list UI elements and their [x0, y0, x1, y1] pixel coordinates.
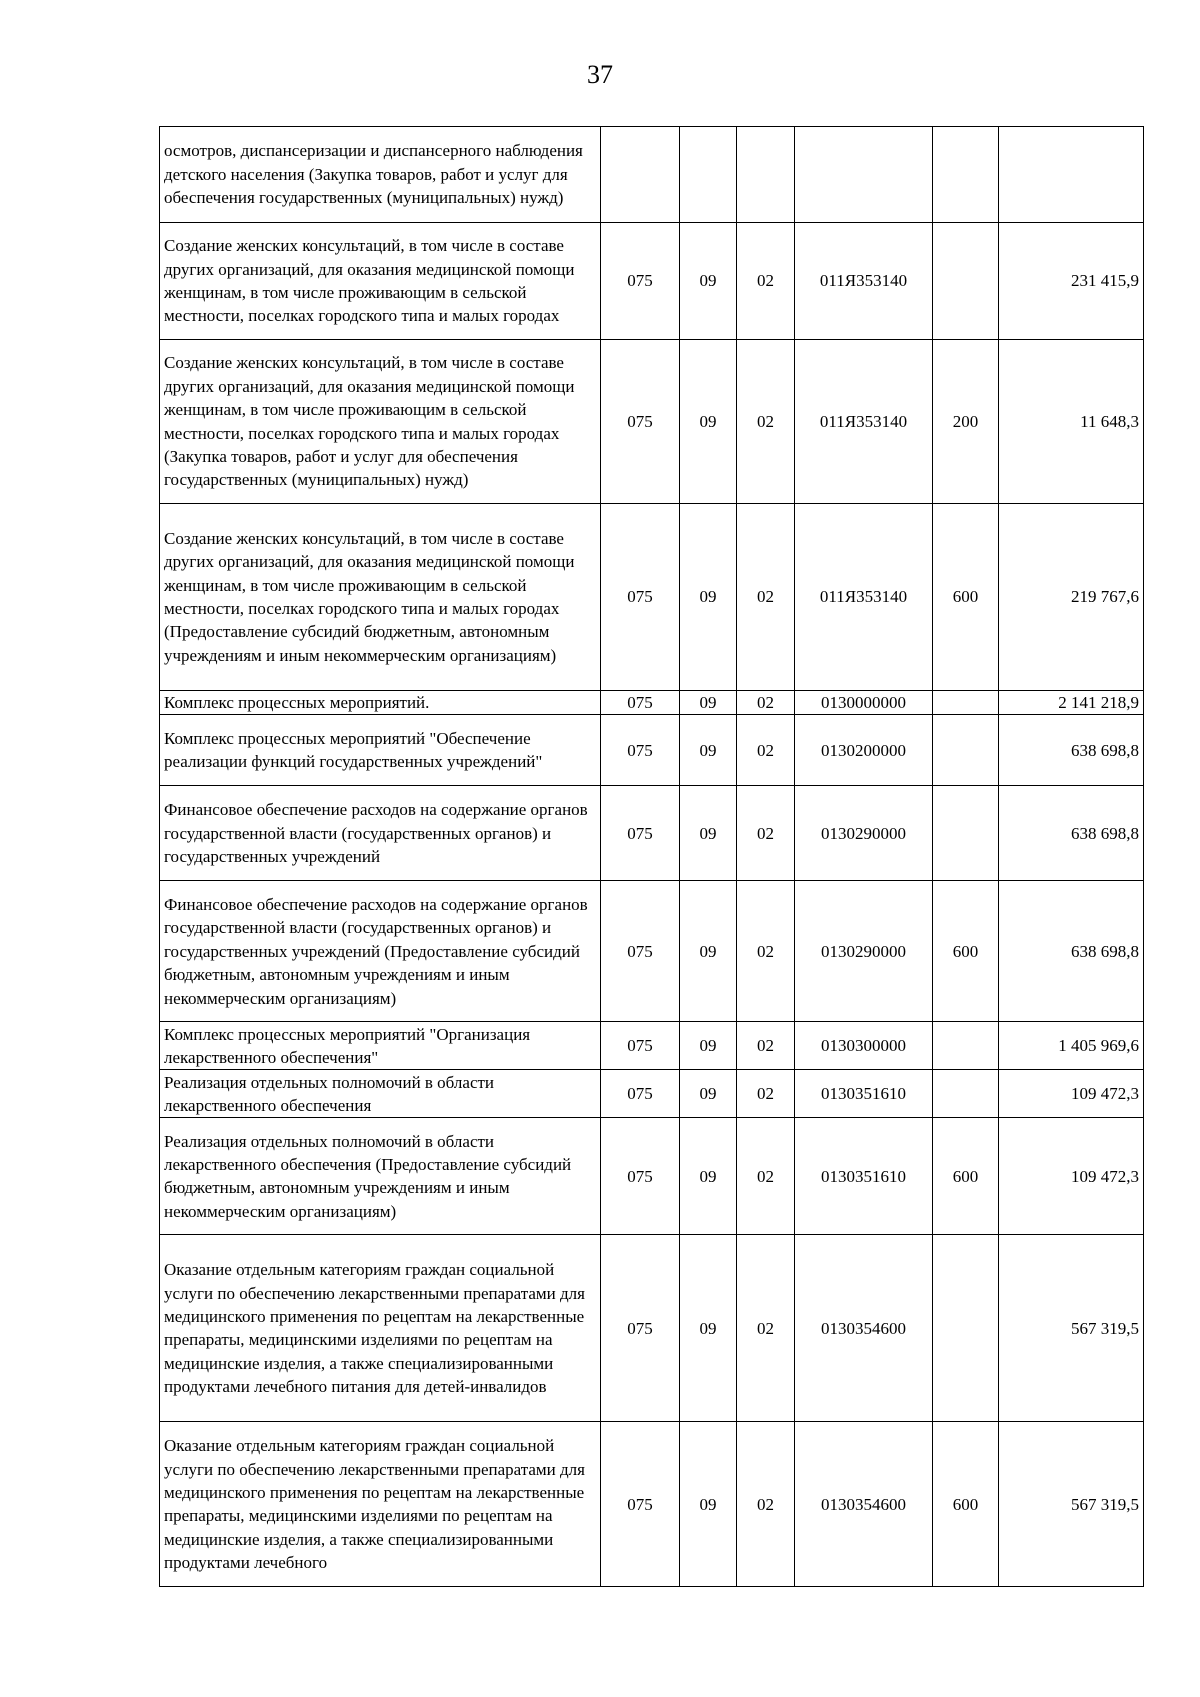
row-name: Реализация отдельных полномочий в области лекарственного обеспечения (Предоставление субсидий бюджетным, автономным учреждениям и иным некоммерческим организациям) [160, 1118, 601, 1235]
ministry-code: 075 [601, 715, 680, 786]
expense-type-code: 600 [933, 504, 999, 691]
section-code: 09 [680, 1118, 737, 1235]
expense-type-code [933, 127, 999, 223]
subsection-code: 02 [737, 1022, 795, 1070]
target-code: 0130354600 [795, 1422, 933, 1587]
amount: 219 767,6 [999, 504, 1144, 691]
target-code: 0130300000 [795, 1022, 933, 1070]
subsection-code: 02 [737, 881, 795, 1022]
subsection-code: 02 [737, 1235, 795, 1422]
row-name: Реализация отдельных полномочий в области лекарственного обеспечения [160, 1070, 601, 1118]
expense-type-code: 600 [933, 1118, 999, 1235]
page-number: 37 [587, 60, 613, 89]
table-row [160, 715, 1144, 786]
amount: 11 648,3 [999, 340, 1144, 504]
amount: 2 141 218,9 [999, 691, 1144, 715]
expense-type-code: 600 [933, 881, 999, 1022]
table-row [160, 1235, 1144, 1422]
table-row [160, 504, 1144, 691]
expense-type-code [933, 691, 999, 715]
amount: 638 698,8 [999, 786, 1144, 881]
amount: 109 472,3 [999, 1070, 1144, 1118]
subsection-code: 02 [737, 223, 795, 340]
amount: 567 319,5 [999, 1235, 1144, 1422]
amount: 638 698,8 [999, 881, 1144, 1022]
row-name: Создание женских консультаций, в том числе в составе других организаций, для оказания медицинской помощи женщинам, в том числе проживающим в сельской местности, поселках городского типа и малых городах (Предоставление субсидий бюджетным, автономным учреждениям и иным некоммерческим организациям) [160, 504, 601, 691]
section-code: 09 [680, 1070, 737, 1118]
row-name: Оказание отдельным категориям граждан социальной услуги по обеспечению лекарственными препаратами для медицинского применения по рецептам на лекарственные препараты, медицинскими изделиями по рецептам на медицинские изделия, а также специализированными продуктами лечебного [160, 1422, 601, 1587]
amount [999, 127, 1144, 223]
ministry-code: 075 [601, 1022, 680, 1070]
section-code [680, 127, 737, 223]
ministry-code: 075 [601, 223, 680, 340]
section-code: 09 [680, 223, 737, 340]
row-name: осмотров, диспансеризации и диспансерного наблюдения детского населения (Закупка товаров, работ и услуг для обеспечения государственных (муниципальных) нужд) [160, 127, 601, 223]
table-row [160, 1022, 1144, 1070]
ministry-code: 075 [601, 340, 680, 504]
table-row [160, 127, 1144, 223]
target-code: 011Я353140 [795, 340, 933, 504]
section-code: 09 [680, 1235, 737, 1422]
expense-type-code [933, 1235, 999, 1422]
amount: 231 415,9 [999, 223, 1144, 340]
row-name: Создание женских консультаций, в том числе в составе других организаций, для оказания медицинской помощи женщинам, в том числе проживающим в сельской местности, поселках городского типа и малых городах (Закупка товаров, работ и услуг для обеспечения государственных (муниципальных) нужд) [160, 340, 601, 504]
table-row [160, 340, 1144, 504]
row-name: Финансовое обеспечение расходов на содержание органов государственной власти (государственных органов) и государственных учреждений (Предоставление субсидий бюджетным, автономным учреждениям и иным некоммерческим организациям) [160, 881, 601, 1022]
section-code: 09 [680, 1022, 737, 1070]
section-code: 09 [680, 881, 737, 1022]
expense-type-code [933, 786, 999, 881]
row-name: Комплекс процессных мероприятий "Обеспечение реализации функций государственных учреждений" [160, 715, 601, 786]
target-code: 0130354600 [795, 1235, 933, 1422]
subsection-code: 02 [737, 1118, 795, 1235]
target-code: 0130000000 [795, 691, 933, 715]
table-row [160, 1070, 1144, 1118]
expense-type-code [933, 1070, 999, 1118]
subsection-code: 02 [737, 715, 795, 786]
target-code: 0130290000 [795, 786, 933, 881]
table-row [160, 223, 1144, 340]
subsection-code: 02 [737, 1070, 795, 1118]
ministry-code: 075 [601, 881, 680, 1022]
amount: 567 319,5 [999, 1422, 1144, 1587]
ministry-code: 075 [601, 1070, 680, 1118]
expense-type-code [933, 223, 999, 340]
section-code: 09 [680, 715, 737, 786]
target-code: 011Я353140 [795, 223, 933, 340]
section-code: 09 [680, 786, 737, 881]
expense-type-code: 200 [933, 340, 999, 504]
ministry-code: 075 [601, 1118, 680, 1235]
row-name: Финансовое обеспечение расходов на содержание органов государственной власти (государственных органов) и государственных учреждений [160, 786, 601, 881]
ministry-code: 075 [601, 1235, 680, 1422]
section-code: 09 [680, 340, 737, 504]
expense-type-code: 600 [933, 1422, 999, 1587]
target-code: 011Я353140 [795, 504, 933, 691]
target-code: 0130200000 [795, 715, 933, 786]
table-row [160, 786, 1144, 881]
ministry-code: 075 [601, 691, 680, 715]
expense-type-code [933, 715, 999, 786]
target-code: 0130351610 [795, 1070, 933, 1118]
expense-type-code [933, 1022, 999, 1070]
amount: 1 405 969,6 [999, 1022, 1144, 1070]
subsection-code: 02 [737, 340, 795, 504]
ministry-code [601, 127, 680, 223]
subsection-code: 02 [737, 691, 795, 715]
ministry-code: 075 [601, 786, 680, 881]
table-row [160, 881, 1144, 1022]
target-code: 0130290000 [795, 881, 933, 1022]
ministry-code: 075 [601, 1422, 680, 1587]
table-row [160, 691, 1144, 715]
section-code: 09 [680, 504, 737, 691]
target-code [795, 127, 933, 223]
section-code: 09 [680, 691, 737, 715]
subsection-code: 02 [737, 786, 795, 881]
subsection-code: 02 [737, 504, 795, 691]
amount: 638 698,8 [999, 715, 1144, 786]
budget-table [159, 126, 1144, 1587]
row-name: Комплекс процессных мероприятий "Организация лекарственного обеспечения" [160, 1022, 601, 1070]
row-name: Создание женских консультаций, в том числе в составе других организаций, для оказания медицинской помощи женщинам, в том числе проживающим в сельской местности, поселках городского типа и малых городах [160, 223, 601, 340]
amount: 109 472,3 [999, 1118, 1144, 1235]
row-name: Комплекс процессных мероприятий. [160, 691, 601, 715]
table-row [160, 1118, 1144, 1235]
ministry-code: 075 [601, 504, 680, 691]
subsection-code: 02 [737, 1422, 795, 1587]
subsection-code [737, 127, 795, 223]
target-code: 0130351610 [795, 1118, 933, 1235]
table-row [160, 1422, 1144, 1587]
section-code: 09 [680, 1422, 737, 1587]
row-name: Оказание отдельным категориям граждан социальной услуги по обеспечению лекарственными препаратами для медицинского применения по рецептам на лекарственные препараты, медицинскими изделиями по рецептам на медицинские изделия, а также специализированными продуктами лечебного питания для детей-инвалидов [160, 1235, 601, 1422]
